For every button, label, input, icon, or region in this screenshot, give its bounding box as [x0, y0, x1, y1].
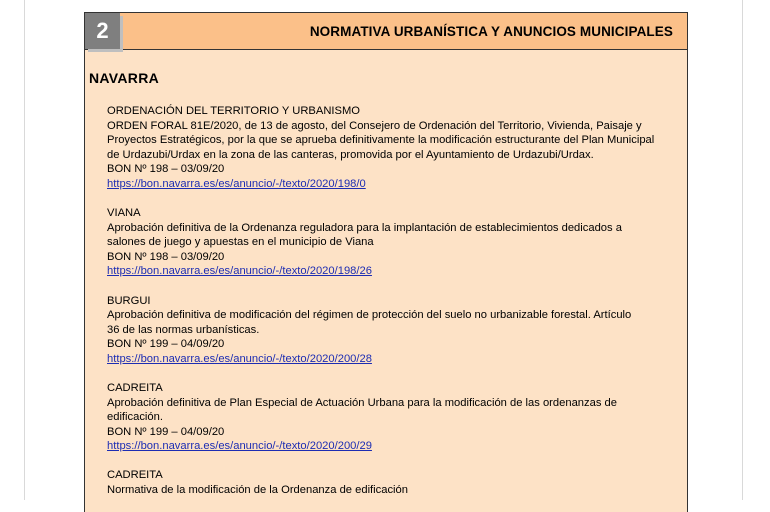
entry-description-line: Aprobación definitiva de la Ordenanza reguladora para la implantación de establecimientos dedicados a — [107, 221, 622, 234]
entry-title: VIANA — [107, 207, 141, 220]
announcement-list — [107, 104, 687, 512]
entry-description-line: ORDEN FORAL 81E/2020, de 13 de agosto, del Consejero de Ordenación del Territorio, Vivienda, Paisaje y — [107, 119, 642, 132]
entry-description-line: 36 de las normas urbanísticas. — [107, 323, 260, 336]
entry-description-line: Aprobación definitiva de Plan Especial de Actuación Urbana para la modificación de las ordenanzas de — [107, 396, 617, 409]
entry-title: CADREITA — [107, 382, 163, 394]
entry-link[interactable]: https://bon.navarra.es/es/anuncio/-/texto/2020/200/28 — [107, 352, 372, 365]
entry-description-line: Aprobación definitiva de modificación del régimen de protección del suelo no urbanizable forestal. Artículo — [107, 309, 632, 322]
section-panel — [84, 12, 688, 512]
announcement-entry — [107, 381, 687, 454]
announcement-entry — [107, 468, 687, 497]
entry-description-line: salones de juego y apuestas en el municipio de Viana — [107, 236, 374, 249]
entry-bon-reference: BON Nº 198 – 03/09/20 — [107, 250, 225, 263]
entry-description-line: edificación. — [107, 411, 163, 424]
entry-link[interactable]: https://bon.navarra.es/es/anuncio/-/texto/2020/198/0 — [107, 177, 366, 190]
section-header — [85, 12, 687, 50]
entry-bon-reference: BON Nº 198 – 03/09/20 — [107, 163, 225, 176]
entry-bon-reference: BON Nº 199 – 04/09/20 — [107, 338, 225, 351]
announcement-entry — [107, 294, 687, 367]
document-page — [24, 0, 743, 500]
entry-link[interactable]: https://bon.navarra.es/es/anuncio/-/texto/2020/200/29 — [107, 440, 372, 453]
entry-description-line: Proyectos Estratégicos, por la que se aprueba definitivamente la modificación estructurante del Plan Municipal — [107, 134, 655, 147]
announcement-entry — [107, 206, 687, 279]
section-title: NORMATIVA URBANÍSTICA Y ANUNCIOS MUNICIPALES — [309, 24, 673, 39]
entry-bon-reference: BON Nº 199 – 04/09/20 — [107, 425, 225, 438]
region-heading: NAVARRA — [89, 70, 160, 86]
entry-description-line: de Urdazubi/Urdax en la zona de las canteras, promovida por el Ayuntamiento de Urdazubi/Urdax. — [107, 148, 594, 161]
entry-title: BURGUI — [107, 294, 151, 307]
entry-title: ORDENACIÓN DEL TERRITORIO Y URBANISMO — [107, 105, 361, 117]
section-number-badge: 2 — [85, 13, 120, 49]
entry-description-line: Normativa de la modificación de la Ordenanza de edificación — [107, 484, 408, 497]
entry-title: CADREITA — [107, 469, 163, 482]
entry-link[interactable]: https://bon.navarra.es/es/anuncio/-/texto/2020/198/26 — [107, 265, 372, 278]
announcement-entry — [107, 104, 687, 192]
